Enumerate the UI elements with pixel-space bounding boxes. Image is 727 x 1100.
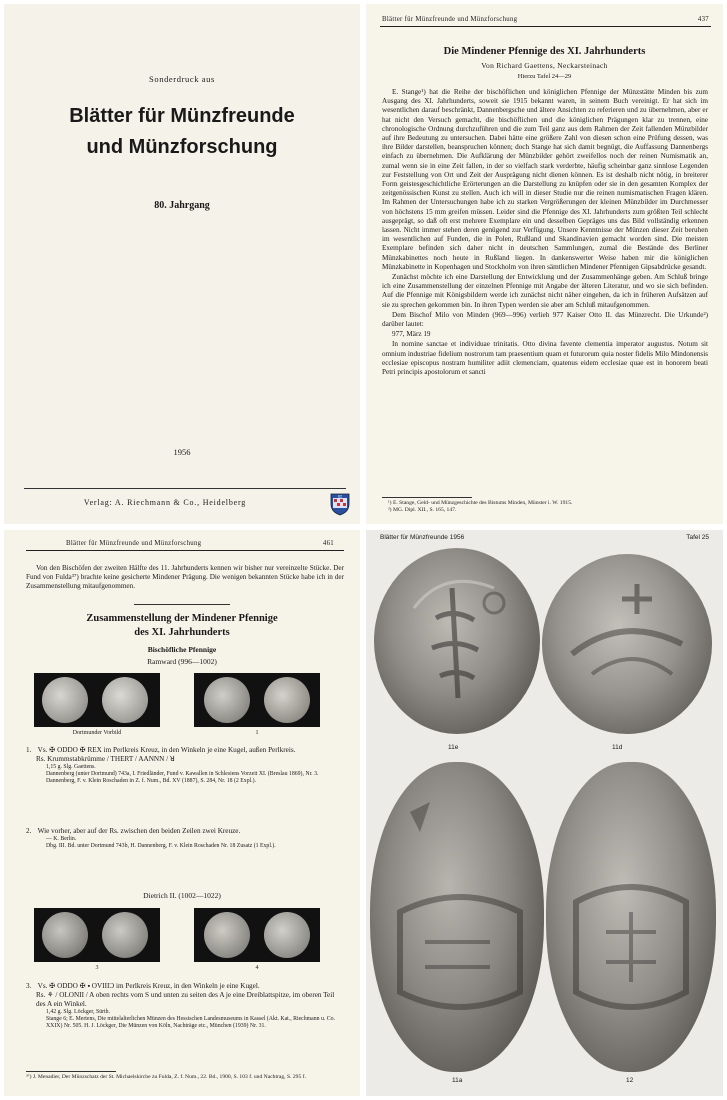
- entry-weight: 1,15 g. Slg. Gaettens.: [46, 764, 96, 770]
- coin-obverse: [42, 912, 88, 958]
- section-rule: [134, 604, 230, 605]
- article-body: [382, 88, 708, 378]
- footnote-37: ³⁷) J. Menadier, Der Münzschatz der St. Michaelskirche zu Fulda, Z. f. Num., 22. Bd., 1900, S. 103 f. und Nachtrag, S. 295 f.: [26, 1074, 306, 1080]
- paragraph: E. Stange¹) hat die Reihe der bischöflichen und königlichen Pfennige der Münzstätte Minden bis zum Ausgang des XI. Jahrhunderts, soweit sie 1915 bekannt waren, in seinem Buch vereinigt. Er hat sich im wesentlichen darauf beschränkt, Dannenbergsche und ältere Ansichten zu referieren und zu übernehmen, aber er hat nicht den Versuch gemacht, die bischöflichen und die königlichen Prägungen klar zu trennen, eine chronologische Ordnung durchzuführen und die zum Teil ganz aus dem Rahmen der Zeit fallenden Münzbilder auf ihre Bedeutung zu untersuchen. Dabei hätte eine größere Zahl von diesen schon eine Prüfung dessen, was ihre Bilder darstellen, beanspruchen können; doch Stange hat sich damit begnügt, die Auffassung Dannenbergs einfach zu übernehmen. Die Aufklärung der Münzbilder gehört zweifellos noch der reinen Numismatik an, zumal wenn sie in eine Zeit fallen, in der so vielfach stark verderbte, häufig scheinbar ganz sinnlose Legenden zur Feststellung von Ort und Zeit der Ausprägung nicht dienen können. Es ist deshalb nicht nötig, in breiterer Form geistesgeschichtliche Erörterungen an die Darstellung zu knüpfen oder sie in den gesamten Komplex der zeitgenössischen Kunst zu stellen. Auch ich will in dieser Studie nur die reinen numismatischen Fragen klären. Im Rahmen der Untersuchungen habe ich zu starken Vergrößerungen der kleinen Münzbilder im Durchmesser von höchstens 15 mm greifen müssen. Leider sind die Pfennige des XI. Jahrhunderts zum größten Teil schlecht ausgeprägt, so daß oft erst mehrere Exemplare ein und desselben Gepräges uns das Bild vollständig erkennen lassen. Nicht immer stehen deren genügend zur Verfügung. Unsere Kenntnisse der Münzen dieser Zeit beruhen im wesentlichen auf Funden, die in Polen, Rußland und Skandinavien gemacht worden sind. Die meisten Exemplare befinden sich daher nicht in deutschen Sammlungen, zumal die Bestände des Berliner Münzkabinettes noch heute in Rußland liegen. In dankenswerter Weise haben mir die königlichen Münzkabinette in Kopenhagen und Stockholm von ihren sämtlichen Mindener Pfennigen Gipsabdrücke gesandt.: [382, 88, 708, 271]
- coin-photo-3: [34, 908, 160, 962]
- header-rule: [26, 550, 344, 551]
- coin-photo-11a: [370, 762, 544, 1072]
- heraldic-shield-icon: [329, 492, 351, 516]
- coin-relief-11a: [370, 762, 544, 1072]
- footnotes: [388, 500, 708, 514]
- coin-photo-11e: [374, 548, 540, 734]
- intro-paragraph: [26, 564, 344, 592]
- footnote-rule: [26, 1071, 116, 1072]
- publisher-line: Verlag: A. Riechmann & Co., Heidelberg: [83, 498, 247, 507]
- entry-number: 3.: [26, 982, 32, 990]
- coin-obverse: [42, 677, 88, 723]
- footnote-rule: [382, 497, 472, 498]
- coin-reverse: [102, 912, 148, 958]
- footnote-2: ²) MG. Dipl. XII., S. 165, 147.: [388, 507, 457, 514]
- coin-relief-12: [546, 762, 716, 1072]
- volume-label: 80. Jahrgang: [154, 200, 210, 211]
- entry-reverse: Rs. Krummstabkrümme / THERT / AANNN / ꓤ: [36, 755, 175, 763]
- plate-page-tafel-25: [366, 530, 723, 1096]
- entry-number: 2.: [26, 827, 32, 835]
- page-number: 461: [322, 540, 334, 547]
- charter-text: In nomine sanctae et individuae trinitatis. Otto divina favente clementia imperator augustus. Notum sit omnium industriae fidelium nostrorum tam praesentium quam et futurorum quia noster fidelis Milo Mindonensis ecclesiae episcopus nostram humiliter adiit clemenciam, quatenus eidem ecclesiae quae est in honorem beati Petri principis apostolorum et sancti: [382, 340, 708, 377]
- coin-photo-vorbild: [34, 673, 160, 727]
- logo-number: 62: [338, 494, 342, 499]
- running-head: Blätter für Münzfreunde und Münzforschung: [382, 16, 518, 23]
- plate-label-11a: 11a: [452, 1077, 463, 1084]
- entry-description: Wie vorher, aber auf der Rs. zwischen den beiden Zeilen zwei Kreuze.: [37, 827, 241, 835]
- entry-obverse: Vs. ✠ ODDO ✠ ▪ OVIIIƆ im Perlkreis Kreuz, in den Winkeln je eine Kugel.: [37, 982, 260, 990]
- footnote-1: ¹) E. Stange, Geld- und Münzgeschichte des Bistums Minden, Münster i. W. 1915.: [388, 500, 573, 506]
- entry-weight: 1,42 g. Slg. Löckger, Sürth.: [46, 1009, 111, 1015]
- article-author: Von Richard Gaettens, Neckarsteinach: [481, 61, 608, 70]
- section-title-line2: des XI. Jahrhunderts: [134, 627, 230, 638]
- coin-photo-4: [194, 908, 320, 962]
- coin-photo-11d: [542, 554, 712, 734]
- coin-photo-1: [194, 673, 320, 727]
- plate-label-11d: 11d: [612, 744, 623, 751]
- catalogue-entry-3: [26, 982, 344, 1030]
- plates-reference: Hierzu Tafel 24—29: [517, 73, 572, 80]
- ruler-heading-dietrich: Dietrich II. (1002—1022): [143, 891, 221, 900]
- caption-vorbild: Dortmunder Vorbild: [72, 730, 122, 736]
- coin-reverse: [264, 912, 310, 958]
- catalogue-page-461: [4, 530, 360, 1096]
- plate-label-11e: 11e: [448, 744, 459, 751]
- title-page: [4, 4, 360, 524]
- coin-reverse: [102, 677, 148, 723]
- section-title-line1: Zusammenstellung der Mindener Pfennige: [86, 613, 278, 624]
- running-head: Blätter für Münzfreunde 1956: [380, 534, 465, 541]
- coin-reverse: [264, 677, 310, 723]
- caption-3: 3: [95, 965, 99, 971]
- catalogue-entry-2: [26, 827, 344, 850]
- coin-obverse: [204, 912, 250, 958]
- sonderdruck-label: Sonderdruck aus: [149, 74, 215, 84]
- charter-date: 977, März 19: [392, 330, 431, 339]
- page-number: 437: [697, 16, 709, 23]
- caption-1: 1: [255, 730, 259, 736]
- caption-4: 4: [255, 965, 259, 971]
- running-head: Blätter für Münzfreunde und Münzforschung: [66, 540, 202, 547]
- article-page-437: [366, 4, 723, 524]
- paragraph: Von den Bischöfen der zweiten Hälfte des 11. Jahrhunderts kennen wir bisher nur vereinzelte Stücke. Der Fund von Fulda³⁷) brachte keine gesicherte Mindener Prägung. Die wenigen bekannten Stücke habe ich in der Zusammenstellung mitaufgenommen.: [26, 564, 344, 591]
- entry-obverse: Vs. ✠ ODDO ✠ REX im Perlkreis Kreuz, in den Winkeln je eine Kugel, außen Perlkreis.: [37, 746, 296, 754]
- entry-literature: Stange 6; E. Mertens, Die mittelalterlichen Münzen des Hessischen Landesmuseums in Kassel (Akt. Kat., Riechmann u. Co. XXIX) Nr. 505. H. J. Löckger, Die Münzen von Köln, Nachträge etc., München (1939) Nr. 31.: [46, 1016, 335, 1029]
- paragraph: Zunächst möchte ich eine Darstellung der Entwicklung und der Zusammenhänge geben. Am Schluß bringe ich eine Zusammenstellung der einzelnen Pfennige mit Angabe der älteren Literatur, und wo sie sich befinden. Auf die Pfennige mit Königsbildern werde ich zunächst nicht näher eingehen, da ich in früheren Aufsätzen auf sie zu sprechen gekommen bin. In ihren Typen werden sie aber am Schluß mitaufgenommen.: [382, 273, 708, 309]
- coin-obverse: [204, 677, 250, 723]
- entry-number: 1.: [26, 746, 32, 754]
- entry-reverse: Rs. ⚘ / OLONII / A oben rechts vom S und unten zu seiten des A je eine Dreiblattspitze, im oberen Teil des A ein Winkel.: [36, 991, 335, 1008]
- journal-title-line1: Blätter für Münzfreunde: [69, 105, 295, 127]
- entry-literature: Dannenberg (unter Dortmund) 743a, I. Friedländer, Fund v. Kawallen in Schlesiens Vorzeit XI. (Breslau 1869), Nr. 3. Dannenberg, F. v. Klein Roschaden in Z. f. Num., Bd. XV (1887), S. 284, Nr. 18 (2 Expl.).: [46, 771, 319, 784]
- plate-label-12: 12: [626, 1077, 634, 1084]
- coin-relief-11d: [542, 554, 712, 734]
- section-subtitle: Bischöfliche Pfennige: [147, 645, 217, 654]
- paragraph: Dem Bischof Milo von Minden (969—996) verlieh 977 Kaiser Otto II. das Münzrecht. Die Urkunde²) darüber lautet:: [382, 310, 708, 329]
- coin-photo-12: [546, 762, 716, 1072]
- catalogue-entry-1: [26, 746, 344, 785]
- article-title: Die Mindener Pfennige des XI. Jahrhunderts: [443, 46, 646, 57]
- entry-location: — K. Berlin.: [46, 836, 77, 842]
- entry-literature: Dbg. III. Bd. unter Dortmund 743b, H. Dannenberg, F. v. Klein Roschaden Nr. 18 Zusatz (1 Expl.).: [46, 843, 276, 849]
- ruler-heading-ramward: Ramward (996—1002): [147, 657, 217, 666]
- section-title: [4, 612, 360, 640]
- journal-title: [4, 101, 360, 163]
- publication-year: 1956: [173, 447, 191, 457]
- header-rule: [380, 26, 711, 27]
- coin-relief-11e: [374, 548, 540, 734]
- journal-title-line2: und Münzforschung: [86, 136, 278, 158]
- divider: [24, 488, 346, 489]
- plate-number: Tafel 25: [686, 534, 709, 541]
